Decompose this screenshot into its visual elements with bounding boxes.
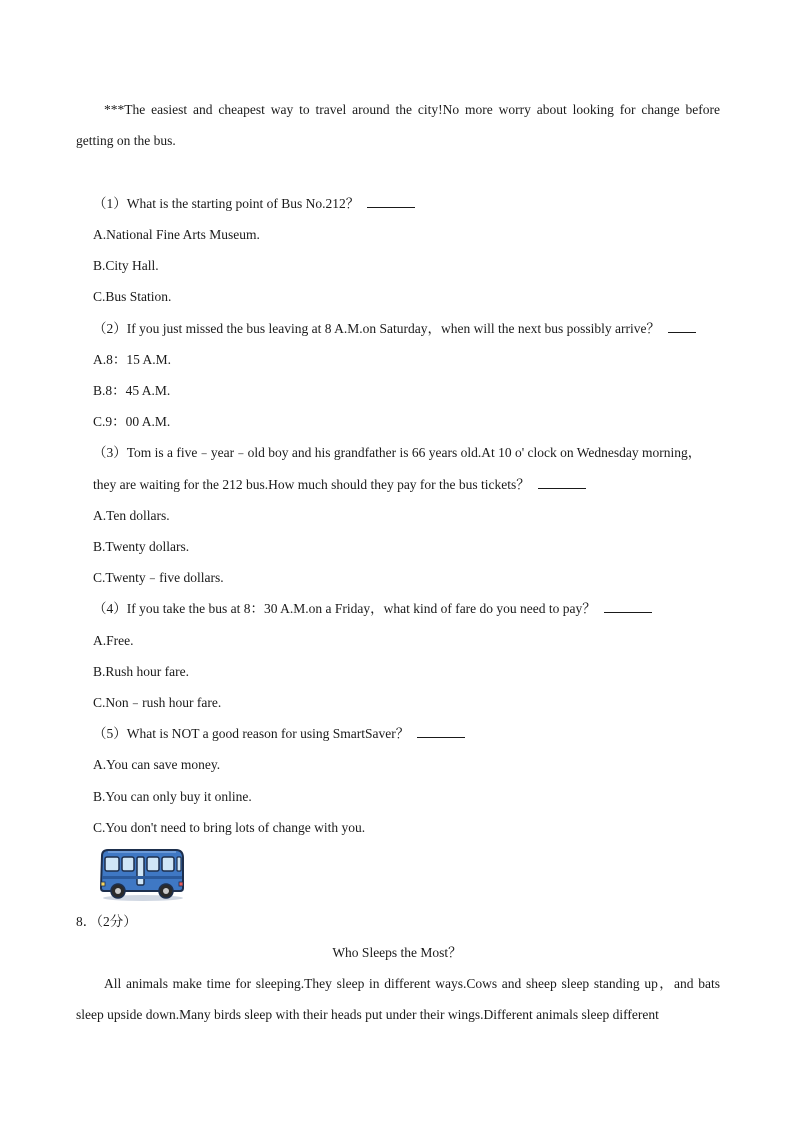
question-3-stem-cont: they are waiting for the 212 bus.How much should they pay for the bus tickets？: [93, 477, 530, 492]
q4-option-b: B.Rush hour fare.: [93, 664, 189, 679]
q1-option-a: A.National Fine Arts Museum.: [93, 227, 260, 242]
question-1-stem: （1）What is the starting point of Bus No.212？: [93, 196, 360, 211]
answer-blank-2[interactable]: [668, 320, 696, 333]
q1-option-b: B.City Hall.: [93, 258, 159, 273]
q3-option-a: A.Ten dollars.: [93, 508, 170, 523]
answer-blank-5[interactable]: [417, 725, 465, 738]
question-3-line-1: （3）Tom is a five﹣year﹣old boy and his grandfather is 66 years old.At 10 o' clock on Wednesday morning，: [93, 445, 702, 460]
section-8-title: Who Sleeps the Most？: [332, 945, 462, 960]
section-8-paragraph: All animals make time for sleeping.They sleep in different ways.Cows and sheep sleep standing up，and bats sleep upside down.Many birds sleep with their heads put under their wings.Different animals sleep different: [76, 976, 720, 1022]
answer-blank-4[interactable]: [604, 600, 652, 613]
q5-option-b: B.You can only buy it online.: [93, 789, 252, 804]
q4-option-a: A.Free.: [93, 633, 134, 648]
q2-option-a: A.8：15 A.M.: [93, 352, 172, 367]
question-1: [93, 194, 733, 214]
question-3-line-2: [93, 475, 733, 495]
q1-option-c: C.Bus Station.: [93, 289, 172, 304]
q3-option-c: C.Twenty﹣five dollars.: [93, 570, 224, 585]
intro-paragraph: ***The easiest and cheapest way to travel around the city!No more worry about looking for change before getting on the bus.: [76, 102, 720, 148]
question-4-stem: （4）If you take the bus at 8：30 A.M.on a Friday，what kind of fare do you need to pay？: [93, 601, 596, 616]
q4-option-c: C.Non﹣rush hour fare.: [93, 695, 222, 710]
question-5: [93, 724, 733, 744]
question-2-stem: （2）If you just missed the bus leaving at 8 A.M.on Saturday，when will the next bus possibly arrive？: [93, 321, 660, 336]
section-8-number: 8．（2分）: [76, 914, 137, 929]
question-4: [93, 599, 733, 619]
answer-blank-1[interactable]: [367, 195, 415, 208]
q2-option-c: C.9：00 A.M.: [93, 414, 171, 429]
q5-option-a: A.You can save money.: [93, 757, 221, 772]
q5-option-c: C.You don't need to bring lots of change with you.: [93, 820, 366, 835]
answer-blank-3[interactable]: [538, 476, 586, 489]
q2-option-b: B.8：45 A.M.: [93, 383, 171, 398]
question-5-stem: （5）What is NOT a good reason for using SmartSaver？: [93, 726, 410, 741]
bus-icon: [98, 846, 186, 902]
q3-option-b: B.Twenty dollars.: [93, 539, 190, 554]
question-2: [93, 319, 733, 339]
